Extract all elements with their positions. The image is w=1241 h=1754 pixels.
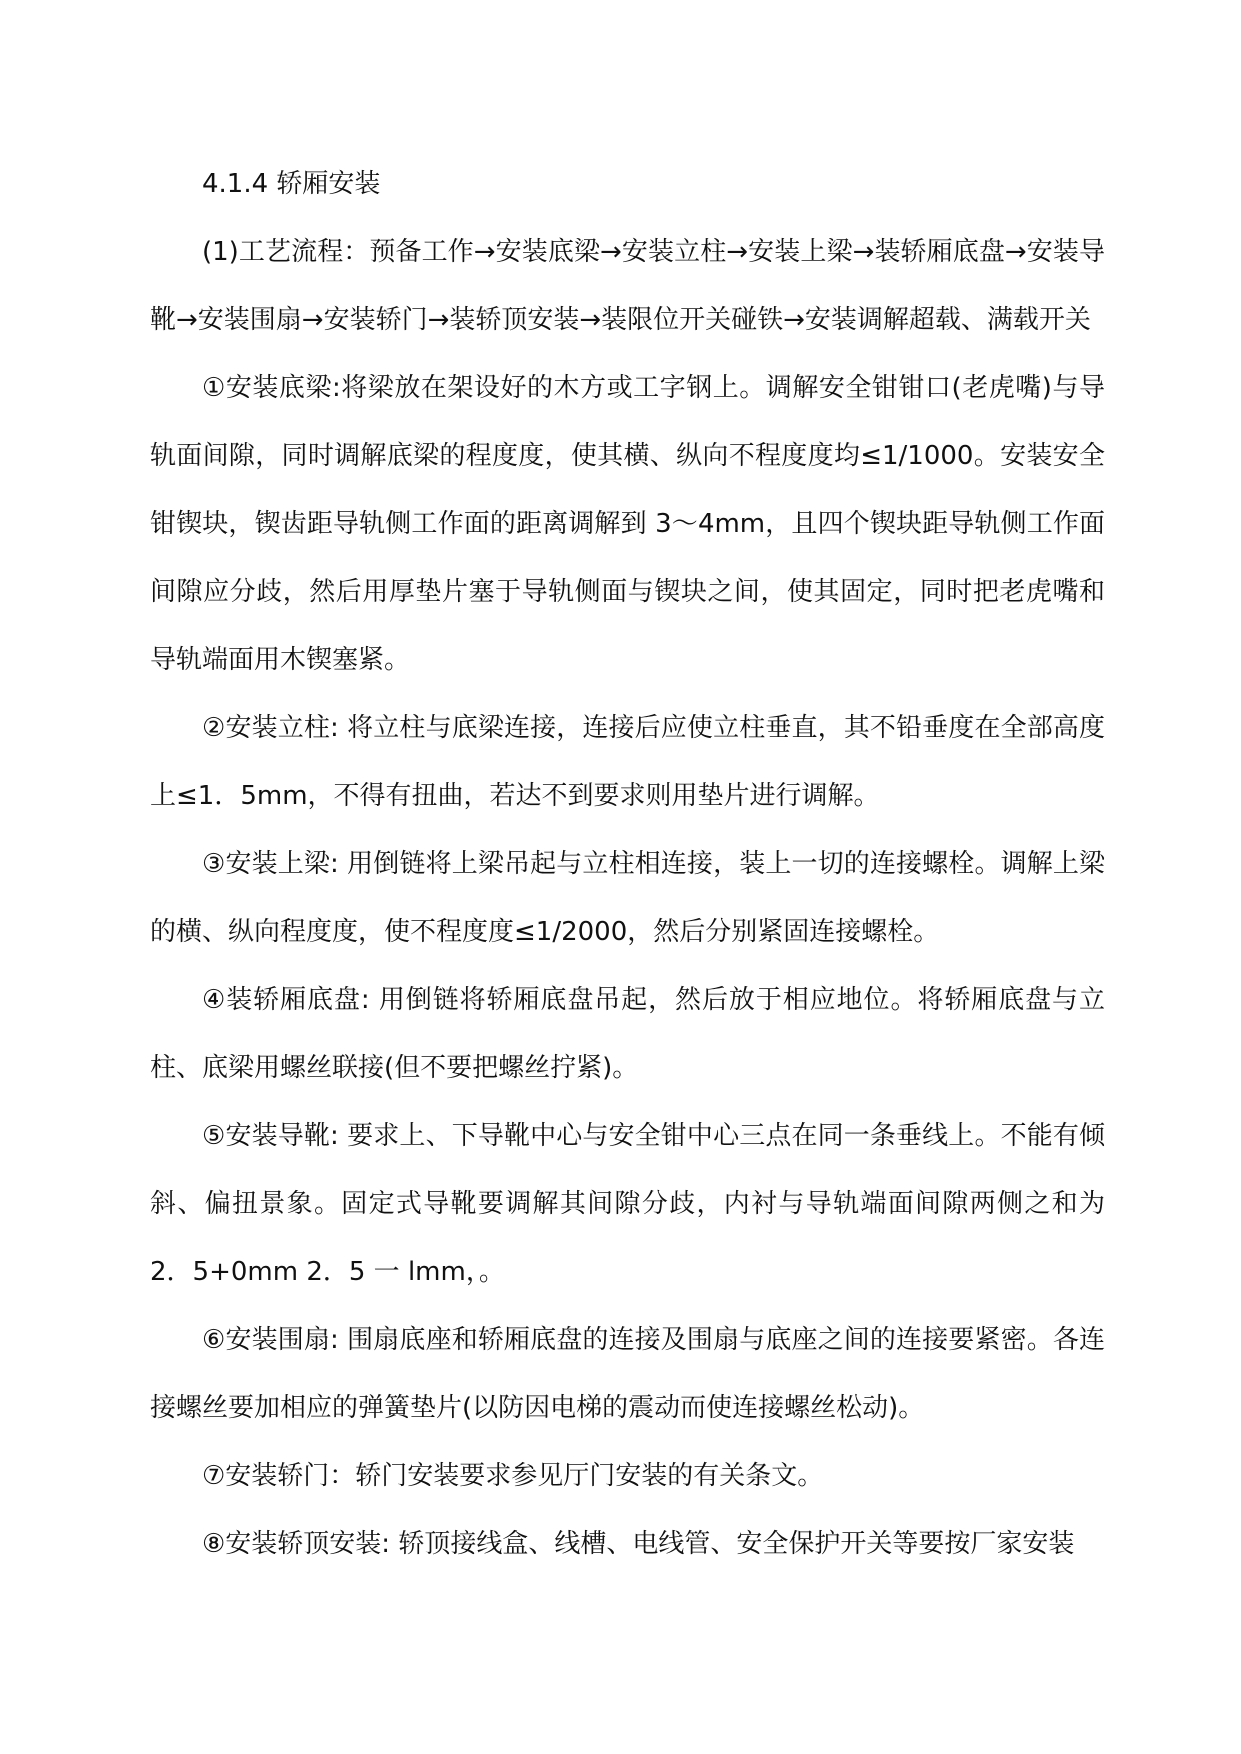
section-heading: 4.1.4 轿厢安装 <box>202 169 381 199</box>
paragraph-step-6: ⑥安装围扇: 围扇底座和轿厢底盘的连接及围扇与底座之间的连接要紧密。各连接螺丝要加相应的弹簧垫片(以防因电梯的震动而使连接螺丝松动)。 <box>150 1325 1105 1423</box>
paragraph-step-1: ①安装底梁:将梁放在架设好的木方或工字钢上。调解安全钳钳口(老虎嘴)与导轨面间隙，同时调解底梁的程度度，使其横、纵向不程度度均≤1/1000。安装安全钳锲块，锲齿距导轨侧工作面的距离调解到 3～4mm，且四个锲块距导轨侧工作面间隙应分歧，然后用厚垫片塞于导轨侧面与锲块之间，使其固定，同时把老虎嘴和导轨端面用木锲塞紧。 <box>150 373 1105 675</box>
paragraph-step-7: ⑦安装轿门：轿门安装要求参见厅门安装的有关条文。 <box>202 1461 824 1491</box>
paragraph-step-3: ③安装上梁: 用倒链将上梁吊起与立柱相连接，装上一切的连接螺栓。调解上梁的横、纵向程度度，使不程度度≤1/2000，然后分别紧固连接螺栓。 <box>150 849 1105 947</box>
paragraph-step-8: ⑧安装轿顶安装: 轿顶接线盒、线槽、电线管、安全保护开关等要按厂家安装 <box>202 1529 1075 1559</box>
paragraph-step-2: ②安装立柱: 将立柱与底梁连接，连接后应使立柱垂直，其不铅垂度在全部高度上≤1．5mm，不得有扭曲，若达不到要求则用垫片进行调解。 <box>150 713 1105 811</box>
document-page <box>150 150 1105 1578</box>
paragraph-step-5: ⑤安装导靴: 要求上、下导靴中心与安全钳中心三点在同一条垂线上。不能有倾斜、偏扭景象。固定式导靴要调解其间隙分歧，内衬与导轨端面间隙两侧之和为 2．5+0mm 2．5 一 lmm，。 <box>150 1121 1105 1287</box>
paragraph-process-flow: (1)工艺流程：预备工作→安装底梁→安装立柱→安装上梁→装轿厢底盘→安装导靴→安装围扇→安装轿门→装轿顶安装→装限位开关碰铁→安装调解超载、满载开关 <box>150 237 1105 335</box>
paragraph-step-4: ④装轿厢底盘: 用倒链将轿厢底盘吊起，然后放于相应地位。将轿厢底盘与立柱、底梁用螺丝联接(但不要把螺丝拧紧)。 <box>150 985 1105 1083</box>
